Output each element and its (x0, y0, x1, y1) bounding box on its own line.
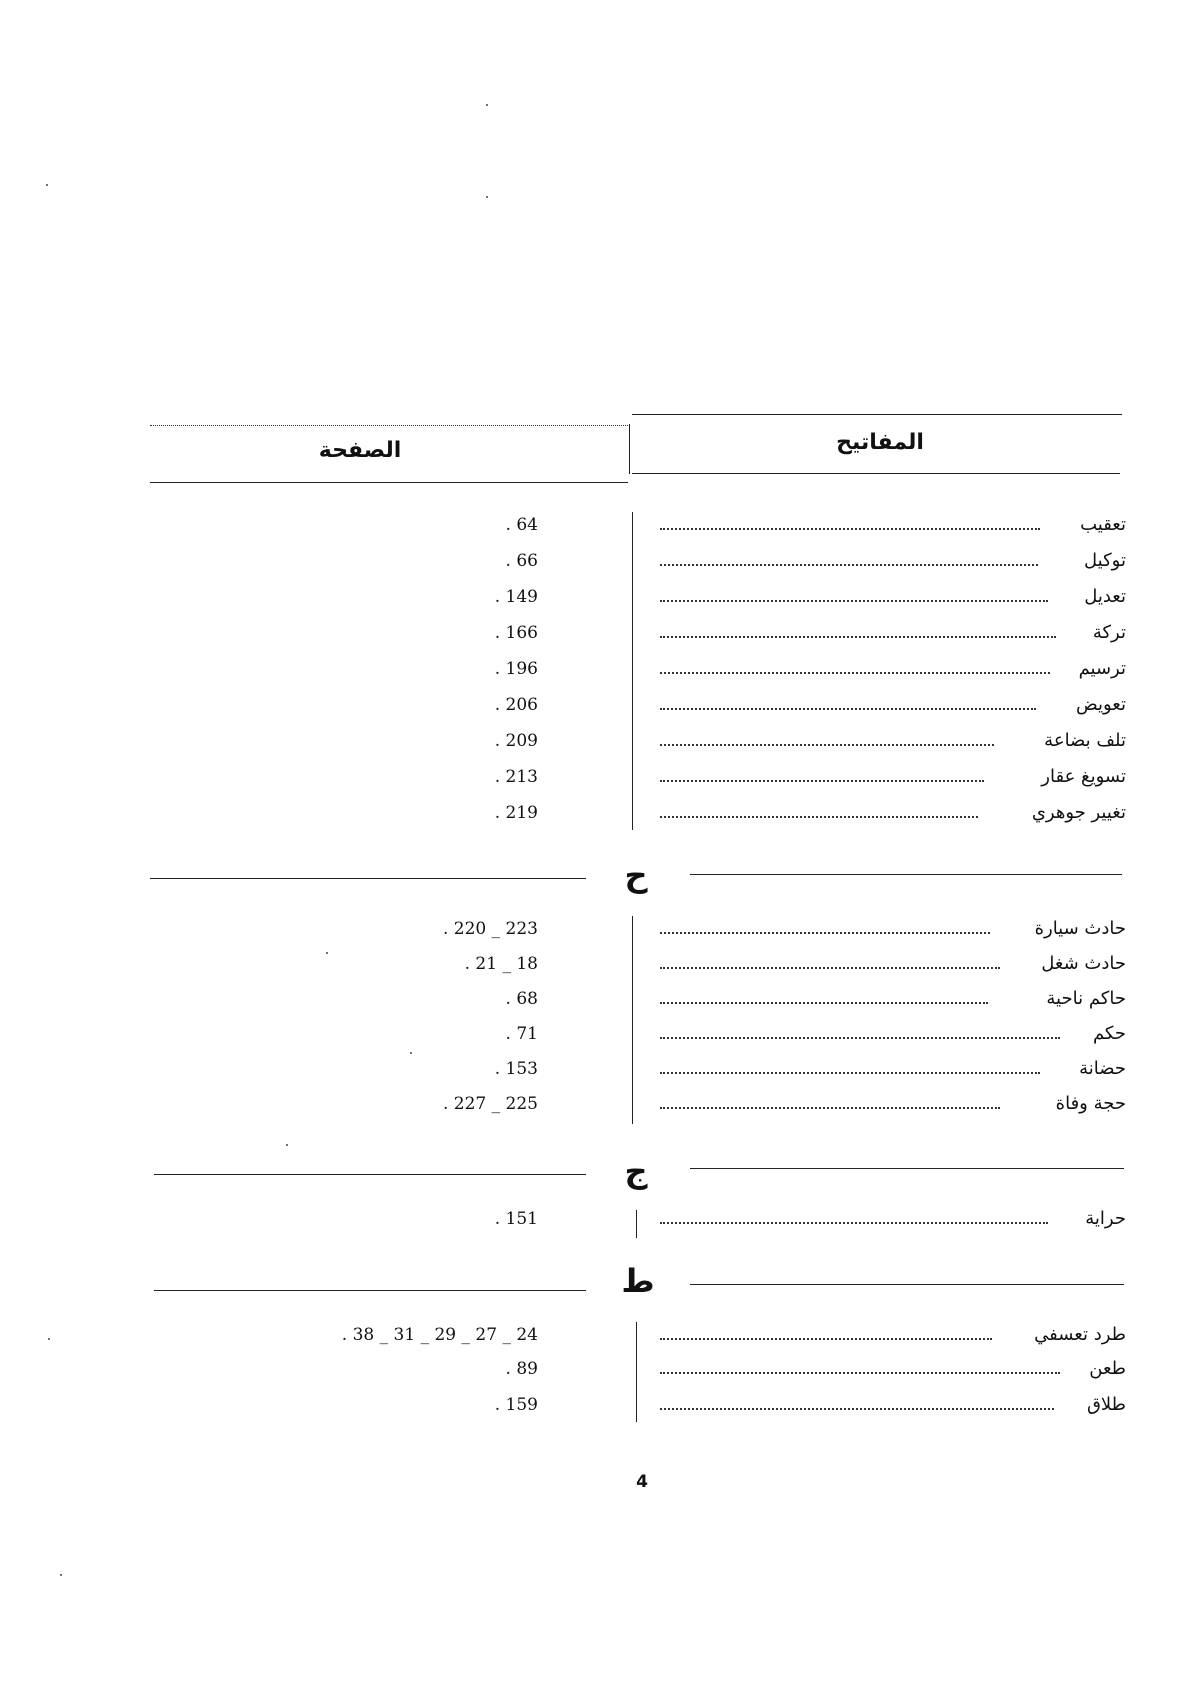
page-column-title: الصفحة (318, 438, 402, 463)
section-letter-ta: ط (621, 1262, 655, 1300)
header-bottom-rule-right (632, 473, 1120, 474)
dot-leader (660, 600, 1048, 602)
entry-term: حادث شغل (1041, 953, 1126, 974)
entry-term: حضانة (1079, 1058, 1126, 1079)
entry-pages: . 66 (505, 551, 538, 571)
dot-leader (660, 780, 984, 782)
header-bottom-rule-left (150, 482, 628, 483)
entry-term: طلاق (1086, 1394, 1126, 1415)
dot-leader (660, 1222, 1048, 1224)
section-letter-ha: ح (624, 856, 648, 894)
dot-leader (660, 932, 990, 934)
dot-leader (660, 708, 1036, 710)
index-entry (0, 916, 1179, 948)
dot-leader (660, 744, 994, 746)
entry-term: حراية (1085, 1208, 1126, 1229)
index-entry (0, 512, 1179, 544)
entry-term: طعن (1089, 1358, 1126, 1379)
scan-speck (326, 952, 328, 954)
entry-pages: . 21 _ 18 (464, 954, 538, 974)
index-entry (0, 1322, 1179, 1354)
header-column-divider (629, 424, 630, 474)
scan-speck (46, 184, 48, 186)
entry-pages: . 38 _ 31 _ 29 _ 27 _ 24 (341, 1325, 538, 1345)
section-ta-rule-right (690, 1284, 1124, 1285)
dot-leader (660, 1072, 1040, 1074)
section-jim-rule-right (690, 1168, 1124, 1169)
section-letter-jim: ج (624, 1152, 648, 1190)
entry-pages: . 227 _ 225 (442, 1094, 538, 1114)
entry-term: حادث سيارة (1034, 918, 1126, 939)
entry-term: حاكم ناحية (1046, 988, 1126, 1009)
index-entry (0, 764, 1179, 796)
dot-leader (660, 1338, 992, 1340)
dot-leader (660, 564, 1038, 566)
index-entry (0, 1056, 1179, 1088)
index-entry (0, 1021, 1179, 1053)
section-jim-rule-left (154, 1174, 586, 1175)
dot-leader (660, 967, 1000, 969)
dot-leader (660, 528, 1040, 530)
dot-leader (660, 1372, 1060, 1374)
scan-speck (410, 1052, 412, 1054)
entry-pages: . 196 (494, 659, 538, 679)
section-ta-rule-left (154, 1290, 586, 1291)
entry-term: ترسيم (1078, 658, 1126, 679)
entry-pages: . 149 (494, 587, 538, 607)
entry-term: طرد تعسفي (1034, 1324, 1126, 1345)
entry-term: توكيل (1084, 550, 1126, 571)
entry-term: تعويض (1075, 694, 1126, 715)
entry-pages: . 213 (494, 767, 538, 787)
index-entry (0, 800, 1179, 832)
entry-term: تعديل (1084, 586, 1126, 607)
index-entry (0, 1392, 1179, 1424)
section-ha-rule-right (690, 874, 1122, 875)
entry-pages: . 68 (505, 989, 538, 1009)
page-number: 4 (636, 1472, 648, 1492)
entry-pages: . 159 (494, 1395, 538, 1415)
index-entry (0, 951, 1179, 983)
keys-column-title: المفاتيح (836, 430, 924, 455)
index-entry (0, 1206, 1179, 1238)
header-top-rule-left (150, 425, 628, 426)
entry-term: تغيير جوهري (1031, 802, 1126, 823)
index-entry (0, 692, 1179, 724)
dot-leader (660, 1408, 1054, 1410)
entry-pages: . 153 (494, 1059, 538, 1079)
entry-pages: . 64 (505, 515, 538, 535)
dot-leader (660, 1107, 1000, 1109)
dot-leader (660, 1002, 988, 1004)
index-entry (0, 584, 1179, 616)
dot-leader (660, 1037, 1060, 1039)
entry-term: تسويغ عقار (1041, 766, 1126, 787)
scan-speck (286, 1144, 288, 1146)
entry-pages: . 219 (494, 803, 538, 823)
index-entry (0, 548, 1179, 580)
header-top-rule-right (632, 414, 1122, 415)
index-entry (0, 986, 1179, 1018)
scan-speck (486, 104, 488, 106)
scan-speck (60, 1574, 62, 1576)
index-entry (0, 1356, 1179, 1388)
entry-pages: . 71 (505, 1024, 538, 1044)
entry-pages: . 166 (494, 623, 538, 643)
entry-pages: . 209 (494, 731, 538, 751)
entry-pages: . 151 (494, 1209, 538, 1229)
entry-term: حكم (1092, 1023, 1126, 1044)
index-entry (0, 728, 1179, 760)
entry-term: تركة (1092, 622, 1126, 643)
dot-leader (660, 672, 1050, 674)
dot-leader (660, 816, 978, 818)
entry-term: حجة وفاة (1055, 1093, 1126, 1114)
entry-pages: . 220 _ 223 (442, 919, 538, 939)
index-entry (0, 656, 1179, 688)
entry-pages: . 89 (505, 1359, 538, 1379)
entry-term: تلف بضاعة (1044, 730, 1126, 751)
section-ha-rule-left (150, 878, 586, 879)
entry-term: تعقيب (1080, 514, 1126, 535)
index-entry (0, 1091, 1179, 1123)
scan-speck (486, 196, 488, 198)
entry-pages: . 206 (494, 695, 538, 715)
dot-leader (660, 636, 1056, 638)
scan-speck (48, 1338, 50, 1340)
index-entry (0, 620, 1179, 652)
